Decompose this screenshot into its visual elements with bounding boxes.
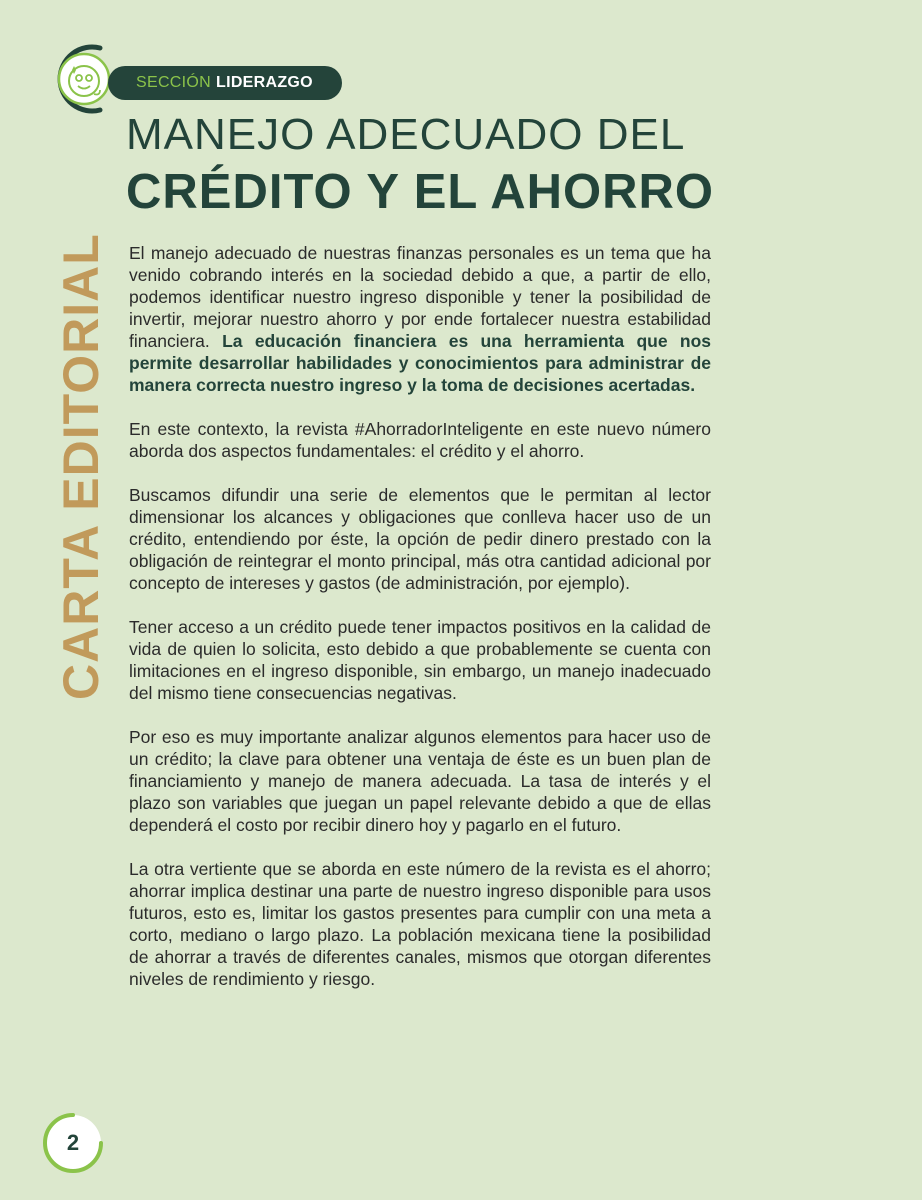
section-prefix: SECCIÓN (136, 74, 211, 91)
paragraph-6: La otra vertiente que se aborda en este número de la revista es el ahorro; ahorrar implica destinar una parte de nuestro ingreso disponible para usos futuros, esto es, limitar los gastos presentes para cumplir con una meta a corto, mediano o largo plazo. La población mexicana tiene la posibilidad de ahorrar a través de diferentes canales, mismos que otorgan diferentes niveles de rendimiento y riesgo. (129, 859, 711, 989)
mascot-icon (42, 42, 112, 116)
side-label: CARTA EDITORIAL (53, 233, 109, 700)
section-name: LIDERAZGO (216, 74, 313, 91)
page-number: 2 (66, 1130, 80, 1155)
paragraph-1-text: El manejo adecuado de nuestras finanzas personales es un tema que ha venido cobrando interés en la sociedad debido a que, a partir de ello, podemos identificar nuestro ingreso disponible y tener la posibilidad de invertir, mejorar nuestro ahorro y por ende fortalecer nuestra estabilidad financiera. (129, 243, 711, 351)
section-tag (108, 66, 342, 100)
paragraph-4: Tener acceso a un crédito puede tener impactos positivos en la calidad de vida de quien lo solicita, esto debido a que probablemente se cuenta con limitaciones en el ingreso disponible, sin embargo, un manejo inadecuado del mismo tiene consecuencias negativas. (129, 617, 711, 703)
paragraph-2: En este contexto, la revista #AhorradorInteligente en este nuevo número aborda dos aspectos fundamentales: el crédito y el ahorro. (129, 419, 711, 461)
paragraph-1 (129, 242, 711, 396)
article-body (129, 242, 711, 1012)
paragraph-5: Por eso es muy importante analizar algunos elementos para hacer uso de un crédito; la clave para obtener una ventaja de éste es un buen plan de financiamiento y manejo de manera adecuada. La tasa de interés y el plazo son variables que juegan un papel relevante debido a que de ellas dependerá el costo por recibir dinero hoy y pagarlo en el futuro. (129, 727, 711, 835)
page-title-line1: MANEJO ADECUADO DEL (126, 110, 686, 159)
paragraph-3: Buscamos difundir una serie de elementos que le permitan al lector dimensionar los alcances y obligaciones que conlleva hacer uso de un crédito, entendiendo por éste, la opción de pedir dinero prestado con la obligación de reintegrar el monto principal, más otra cantidad adicional por concepto de intereses y gastos (de administración, por ejemplo). (129, 485, 711, 593)
paragraph-1-highlight: La educación financiera es una herramienta que nos permite desarrollar habilidades y conocimientos para administrar de manera correcta nuestro ingreso y la toma de decisiones acertadas. (129, 331, 711, 395)
page-title-line2: CRÉDITO Y EL AHORRO (126, 165, 715, 219)
